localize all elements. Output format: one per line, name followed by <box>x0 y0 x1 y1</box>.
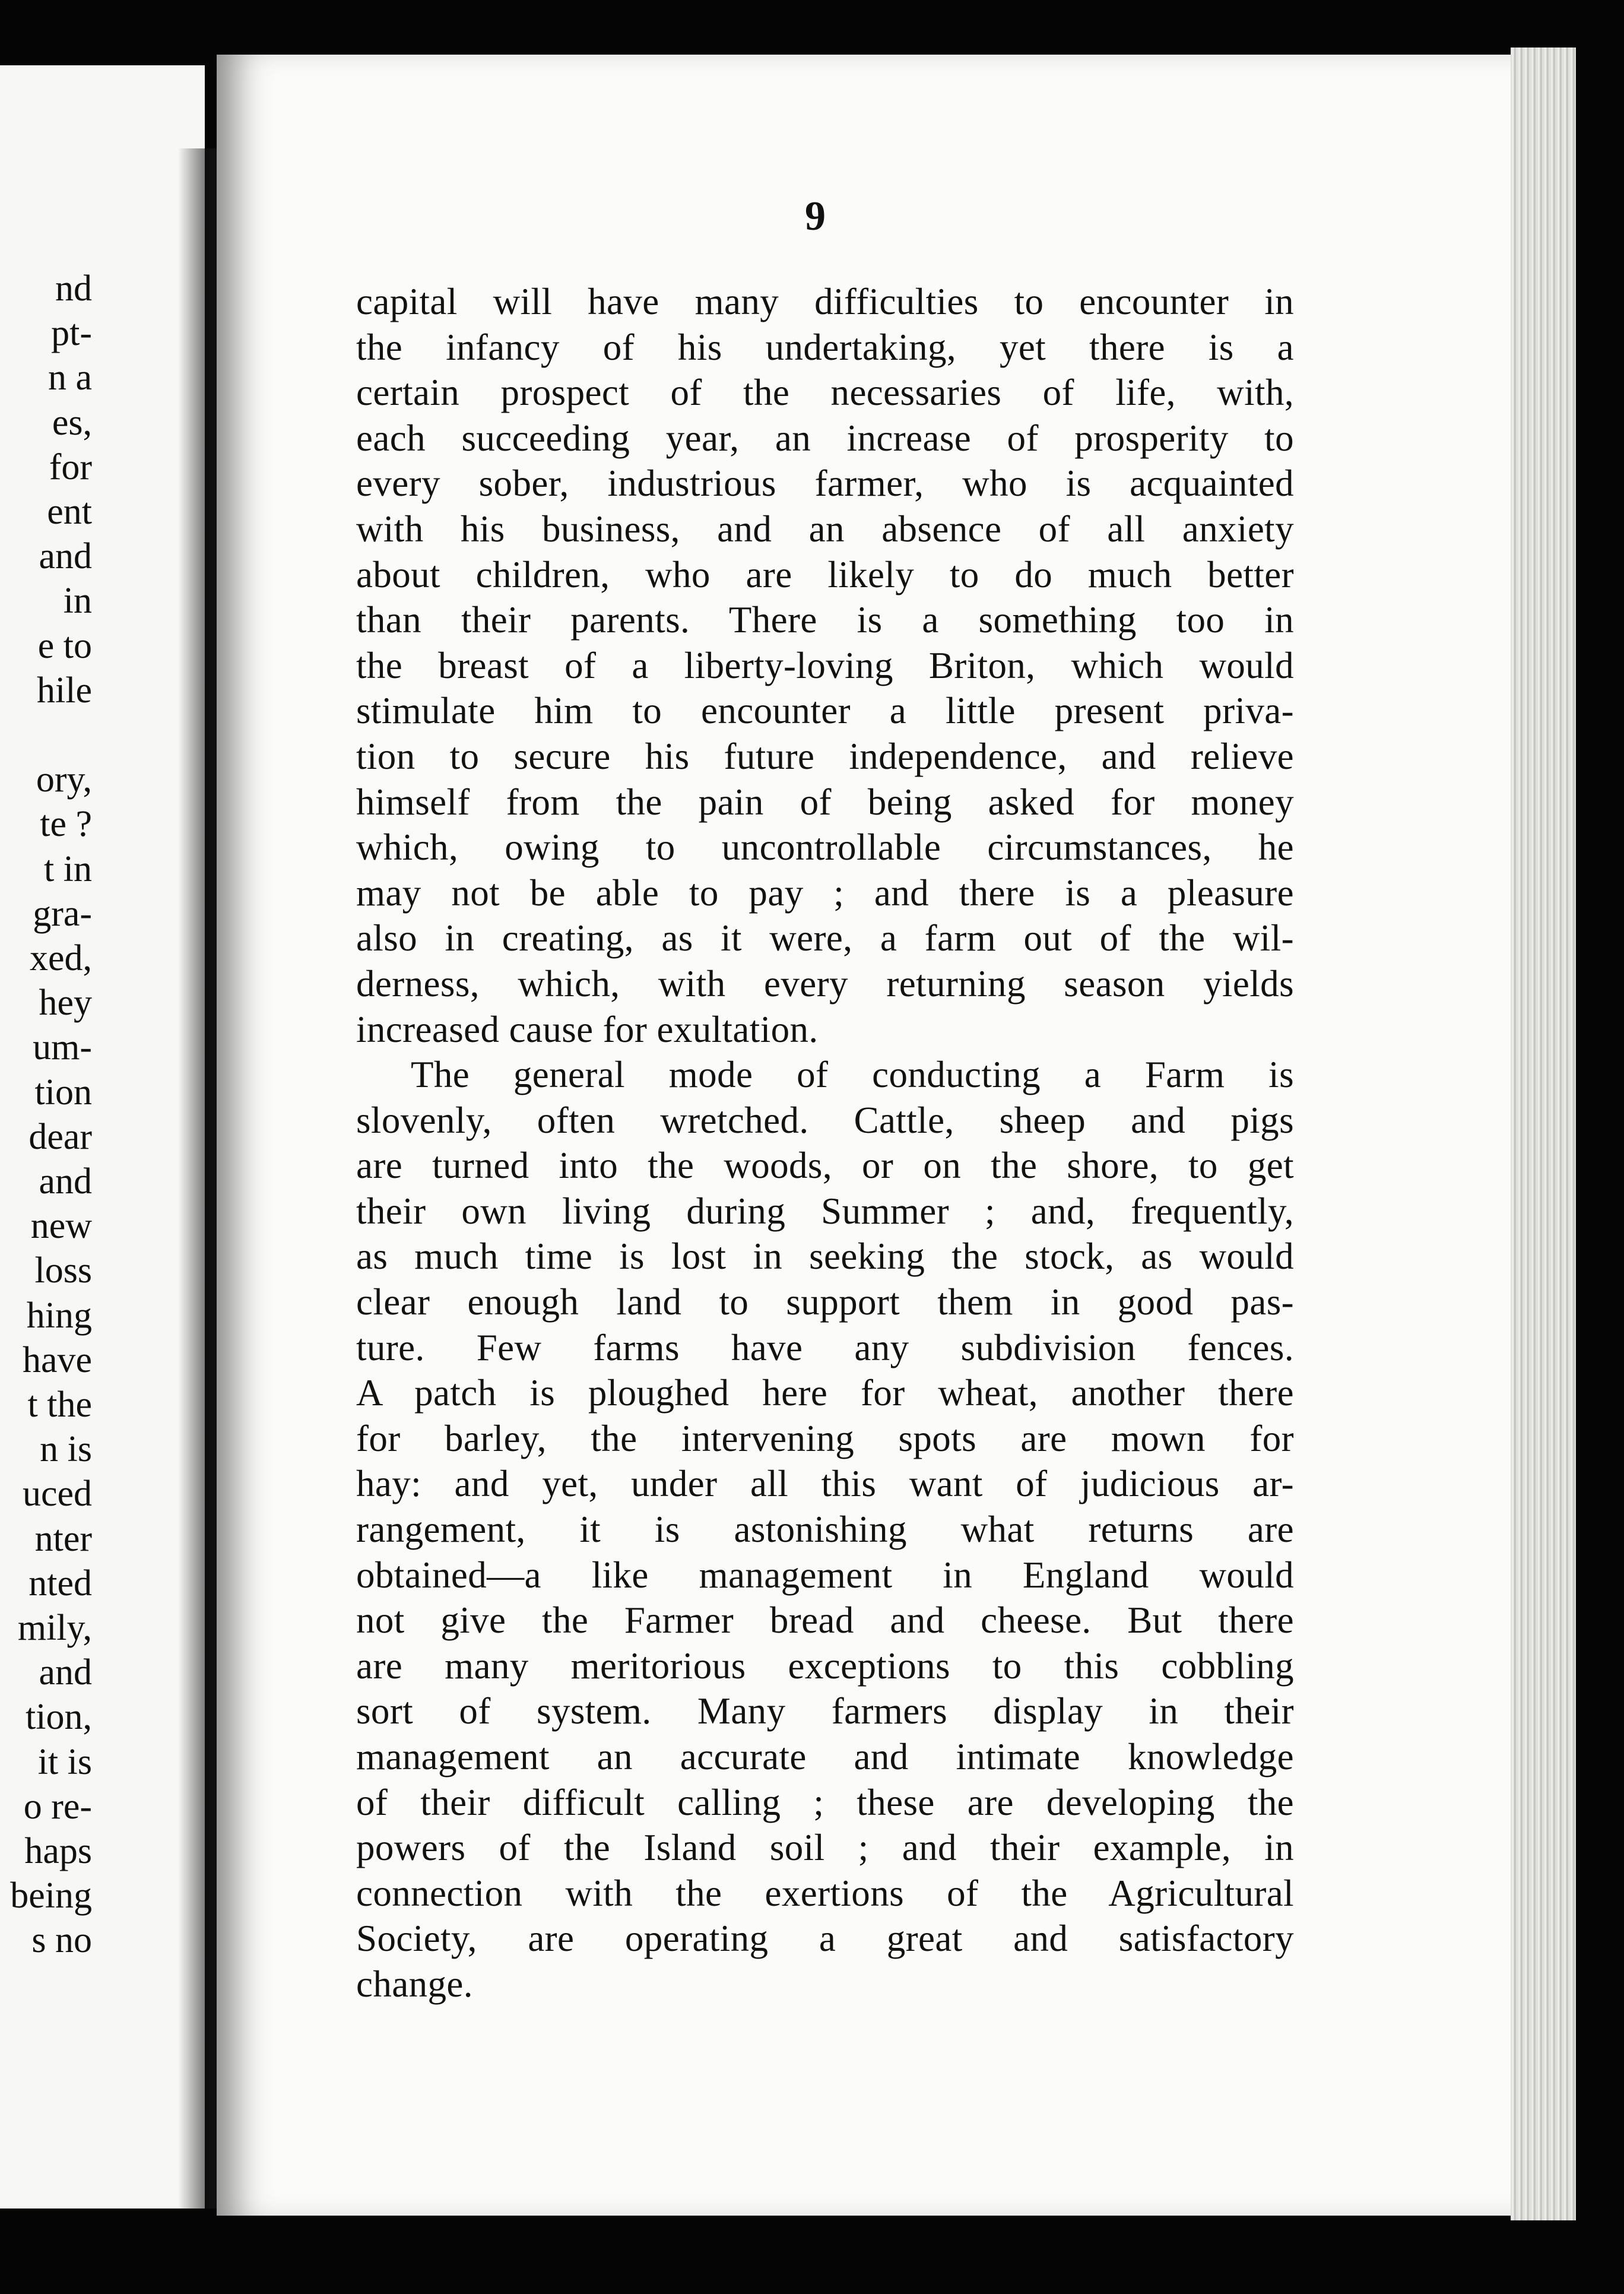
left-page-fragment: have <box>22 1339 92 1380</box>
left-page-fragment: xed, <box>29 938 92 978</box>
text-line: A patch is ploughed here for wheat, another there <box>356 1372 1294 1414</box>
text-line: clear enough land to support them in good pas- <box>356 1281 1294 1323</box>
left-page-fragment: and <box>39 1161 92 1202</box>
text-line: sort of system. Many farmers display in their <box>356 1690 1294 1732</box>
left-page-fragment: hey <box>39 983 92 1024</box>
text-line: management an accurate and intimate knowledge <box>356 1736 1294 1777</box>
text-line: powers of the Island soil ; and their example, in <box>356 1827 1294 1869</box>
text-line: increased cause for exultation. <box>356 1008 819 1050</box>
text-line: change. <box>356 1963 473 2005</box>
text-line: The general mode of conducting a Farm is <box>411 1054 1294 1096</box>
left-page-fragment: n is <box>40 1429 92 1470</box>
text-line: of their difficult calling ; these are developing the <box>356 1781 1294 1823</box>
text-line: derness, which, with every returning season yields <box>356 962 1294 1005</box>
left-page-fragment: for <box>49 446 92 487</box>
text-line: than their parents. There is a something too in <box>356 599 1294 641</box>
text-line: about children, who are likely to do much better <box>356 553 1294 595</box>
text-line: with his business, and an absence of all anxiety <box>356 508 1294 550</box>
text-line: are many meritorious exceptions to this cobbling <box>356 1645 1294 1687</box>
text-line: Society, are operating a great and satisfactory <box>356 1918 1294 1960</box>
page-edges <box>1511 47 1576 2220</box>
text-line: slovenly, often wretched. Cattle, sheep and pigs <box>356 1099 1294 1141</box>
left-page-fragment: t the <box>27 1384 92 1425</box>
text-line: certain prospect of the necessaries of life, with, <box>356 372 1294 414</box>
text-line: hay: and yet, under all this want of judicious ar- <box>356 1463 1294 1505</box>
left-page-fragment: nter <box>34 1518 92 1559</box>
left-page-fragment: tion, <box>26 1697 92 1738</box>
text-line: as much time is lost in seeking the stock, as would <box>356 1235 1294 1278</box>
left-page-fragment: uced <box>22 1474 92 1514</box>
left-facing-page <box>0 65 205 2209</box>
left-page-fragment: in <box>63 581 92 622</box>
left-page-fragment: and <box>39 536 92 577</box>
text-line: connection with the exertions of the Agricultural <box>356 1872 1294 1914</box>
paragraph-1 <box>356 279 1294 1052</box>
left-page-fragment: new <box>30 1206 92 1247</box>
left-page-fragment: pt- <box>51 313 92 354</box>
left-page-fragment: es, <box>52 402 92 443</box>
left-page-fragment: t in <box>44 848 92 889</box>
left-page-fragment: te ? <box>40 804 92 845</box>
left-page-fragment: and <box>39 1652 92 1693</box>
text-line: their own living during Summer ; and, frequently, <box>356 1190 1294 1232</box>
left-page-fragment: s no <box>31 1920 92 1961</box>
left-page-fragment: nted <box>28 1563 92 1604</box>
left-page-fragment: being <box>10 1875 92 1916</box>
left-page-fragment: tion <box>34 1072 92 1113</box>
left-page-fragment: haps <box>24 1831 92 1871</box>
text-line: may not be able to pay ; and there is a pleasure <box>356 872 1294 914</box>
text-line: stimulate him to encounter a little present priva- <box>356 690 1294 732</box>
left-page-fragment: mily, <box>17 1608 92 1648</box>
text-line: every sober, industrious farmer, who is acquainted <box>356 462 1294 505</box>
text-line: himself from the pain of being asked for money <box>356 781 1294 823</box>
left-page-fragment: hing <box>26 1295 92 1336</box>
text-line: obtained—a like management in England would <box>356 1554 1294 1596</box>
text-line: are turned into the woods, or on the shore, to get <box>356 1145 1294 1187</box>
text-line: tion to secure his future independence, and relieve <box>356 735 1294 777</box>
text-line: ture. Few farms have any subdivision fences. <box>356 1326 1294 1368</box>
paragraph-2 <box>356 1052 1294 2007</box>
text-line: not give the Farmer bread and cheese. But there <box>356 1599 1294 1642</box>
left-page-fragment: hile <box>37 670 92 711</box>
left-page-fragment: um- <box>33 1027 92 1068</box>
body-text <box>356 279 1294 2007</box>
left-page-fragment: loss <box>34 1250 92 1291</box>
text-line: capital will have many difficulties to encounter in <box>356 281 1294 322</box>
text-line: also in creating, as it were, a farm out of the wil- <box>356 917 1294 959</box>
text-line: for barley, the intervening spots are mown for <box>356 1417 1294 1459</box>
text-line: each succeeding year, an increase of prosperity to <box>356 417 1294 459</box>
left-page-fragment: e to <box>37 625 92 666</box>
page-number: 9 <box>805 194 826 239</box>
left-page-fragment: dear <box>28 1116 92 1157</box>
left-page-fragment: ent <box>47 492 92 532</box>
text-line: the infancy of his undertaking, yet there is a <box>356 326 1294 368</box>
left-page-fragment: nd <box>55 268 92 309</box>
left-page-fragment: o re- <box>23 1786 92 1827</box>
text-line: which, owing to uncontrollable circumstances, he <box>356 826 1294 869</box>
left-page-fragment: ory, <box>36 759 92 800</box>
text-line: the breast of a liberty-loving Briton, which would <box>356 644 1294 686</box>
left-page-fragment: gra- <box>33 893 92 934</box>
left-page-fragment: it is <box>37 1741 92 1782</box>
text-line: rangement, it is astonishing what returns are <box>356 1509 1294 1551</box>
left-page-fragment: n a <box>47 357 92 398</box>
